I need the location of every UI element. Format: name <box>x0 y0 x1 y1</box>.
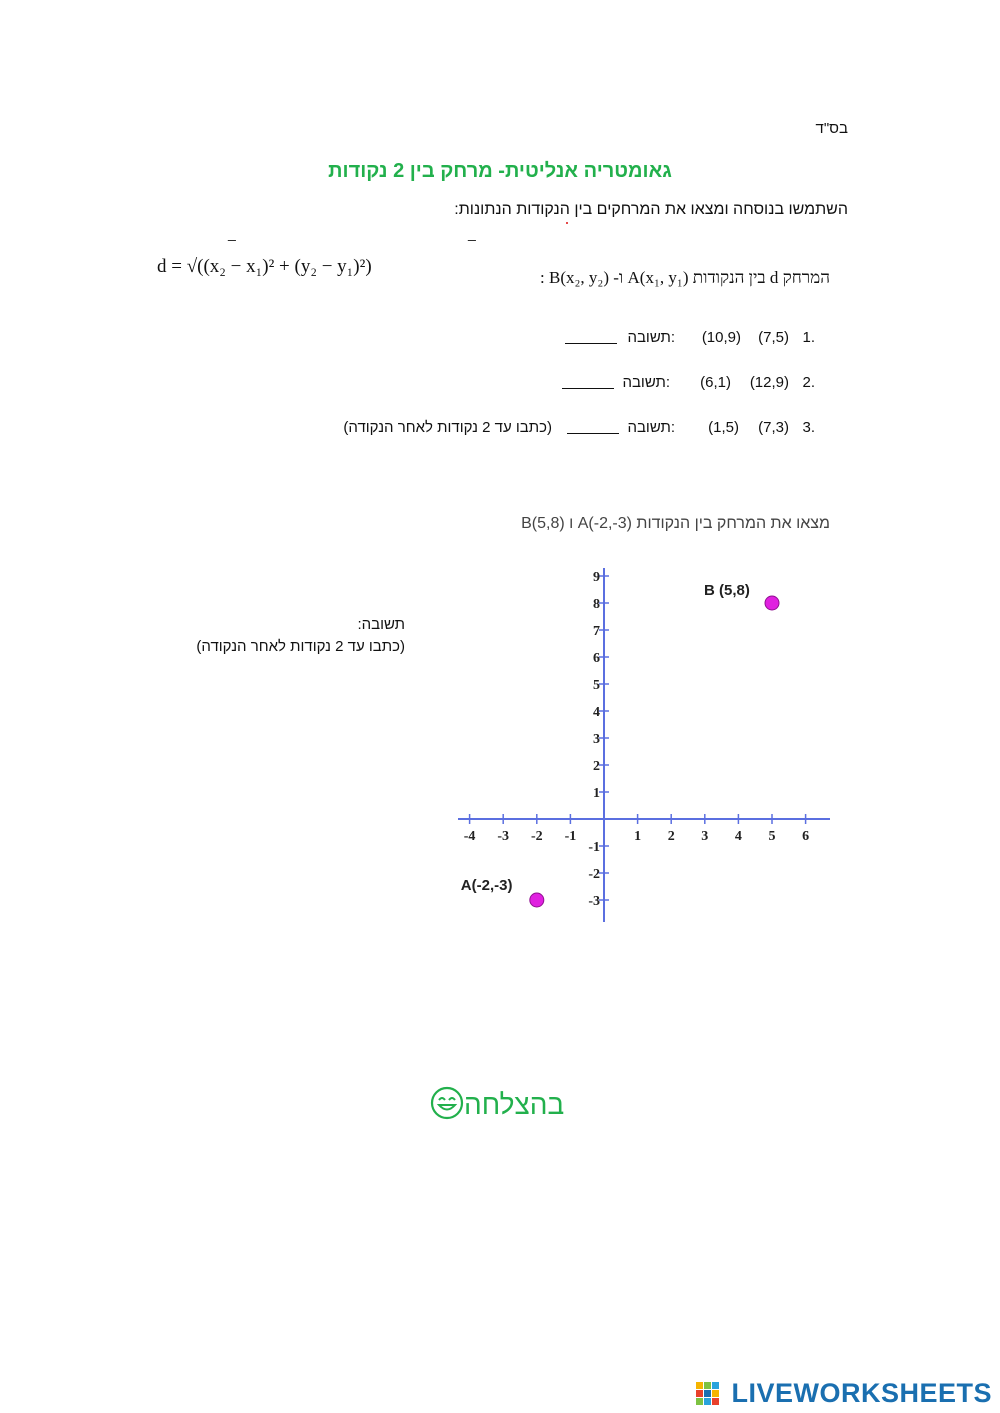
point-2: (6,1) <box>700 374 731 391</box>
success-text: בהצלחה <box>464 1089 565 1120</box>
x-tick-label: -2 <box>530 829 543 844</box>
x-tick-label: -1 <box>564 829 577 844</box>
red-dot <box>566 222 568 224</box>
point-2: (10,9) <box>701 329 741 346</box>
answer-label: תשובה: <box>627 329 675 346</box>
point-2: (1,5) <box>708 419 739 436</box>
y-tick-label: 4 <box>593 705 600 720</box>
x-tick-label: 3 <box>701 829 709 844</box>
distance-formula: d = √((x₂ − x₁)² + (y₂ − y₁)²) <box>157 256 372 277</box>
y-tick-label: 7 <box>593 624 600 639</box>
point-marker <box>530 893 544 907</box>
y-tick-label: 5 <box>593 678 600 693</box>
graph-answer <box>196 614 405 658</box>
question-number: 2. <box>802 374 815 391</box>
y-tick-label: 9 <box>593 570 600 585</box>
point-label: A(-2,-3) <box>460 877 513 894</box>
x-tick-label: -3 <box>497 829 510 844</box>
point-label: B (5,8) <box>704 582 750 599</box>
point-marker <box>765 596 779 610</box>
x-tick-label: -4 <box>463 829 476 844</box>
y-tick-label: 8 <box>593 597 600 612</box>
point-1: (7,5) <box>758 329 789 346</box>
y-tick-label: -2 <box>588 867 600 882</box>
point-1: (7,3) <box>758 419 789 436</box>
x-tick-label: 6 <box>802 829 810 844</box>
liveworksheets-brand: LIVEWORKSHEETS <box>731 1378 992 1408</box>
y-tick-label: 2 <box>593 759 600 774</box>
formula-label: המרחק d בין הנקודות A(x₁, y₁) ו- B(x₂, y₂) : <box>540 268 830 287</box>
coordinate-graph <box>440 560 840 930</box>
x-tick-label: 1 <box>634 829 642 844</box>
y-tick-label: -1 <box>588 840 600 855</box>
dash-mark: _ <box>228 225 236 241</box>
bsd-header: בס"ד <box>815 120 848 137</box>
answer-input-3[interactable] <box>567 419 619 434</box>
point-1: (12,9) <box>749 374 789 391</box>
precision-note: (כתבו עד 2 נקודות לאחר הנקודה) <box>343 419 552 436</box>
x-tick-label: 4 <box>734 829 742 844</box>
y-tick-label: 6 <box>593 651 600 666</box>
smiley-icon <box>430 1086 464 1120</box>
answer-input-2[interactable] <box>562 374 614 389</box>
graph-answer-label: תשובה: <box>357 616 405 633</box>
answer-label: תשובה: <box>627 419 675 436</box>
y-tick-label: 1 <box>593 786 600 801</box>
y-tick-label: -3 <box>588 894 600 909</box>
y-tick-label: 3 <box>593 732 600 747</box>
answer-label: תשובה: <box>622 374 670 391</box>
instructions: השתמשו בנוסחה ומצאו את המרחקים בין הנקודות הנתונות: <box>454 201 848 218</box>
liveworksheets-logo-icon <box>696 1382 720 1406</box>
x-tick-label: 2 <box>667 829 675 844</box>
x-tick-label: 5 <box>768 829 776 844</box>
question-number: 3. <box>802 419 815 436</box>
page-title: גאומטריה אנליטית- מרחק בין 2 נקודות <box>328 160 672 182</box>
graph-answer-note: (כתבו עד 2 נקודות לאחר הנקודה) <box>196 638 405 655</box>
dash-mark: _ <box>468 225 476 241</box>
answer-input-1[interactable] <box>565 329 617 344</box>
graph-question-title: מצאו את המרחק בין הנקודות (A(-2,-3 ו B(5,8) <box>521 515 830 532</box>
question-number: 1. <box>802 329 815 346</box>
success-message <box>430 1086 564 1121</box>
